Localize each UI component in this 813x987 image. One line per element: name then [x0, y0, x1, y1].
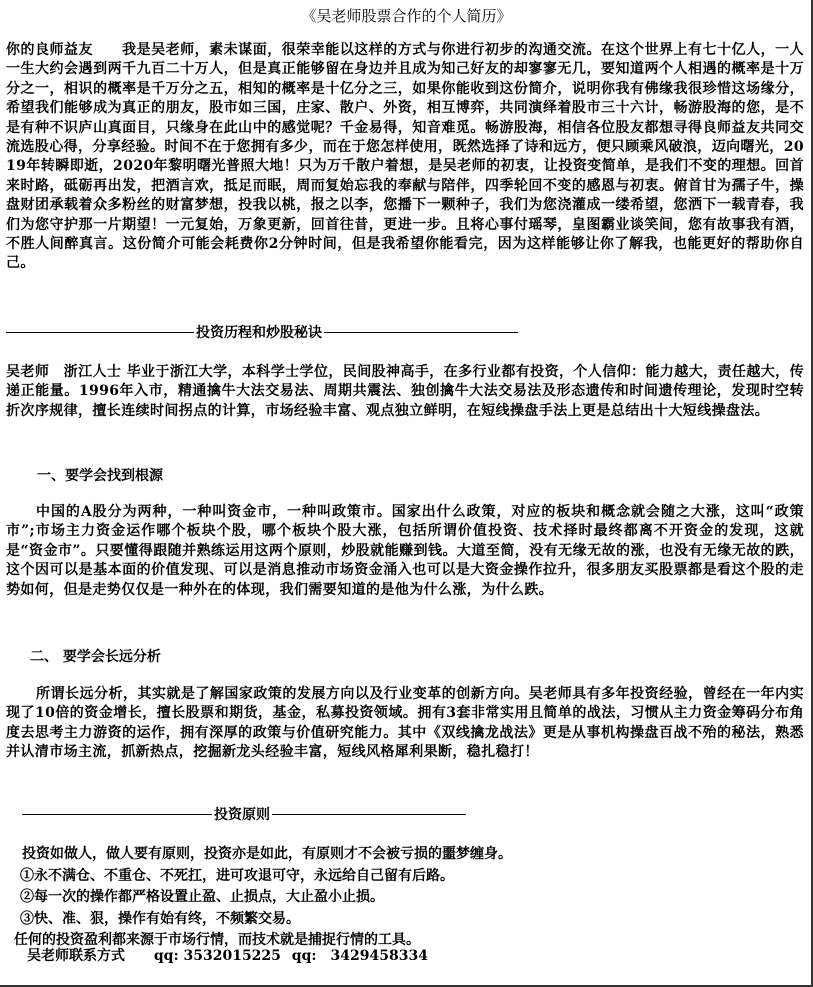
contact-qq-2: qq: 3429458334: [291, 948, 428, 964]
contact-line: [27, 945, 428, 965]
principle-intro: 投资如做人，做人要有原则，投资亦是如此，有原则才不会被亏损的噩梦缠身。: [22, 846, 512, 862]
principles-list: [14, 844, 512, 952]
section1-body: 中国的A股分为两种，一种叫资金市，一种叫政策市。国家出什么政策，对应的板块和概念就会随之大涨，这叫“政策市”;市场主力资金运作哪个板块个股，哪个板块个股大涨，包括所谓价值投资、技术择时最终都离不开资金的发现，这就是“资金市”。只要懂得跟随并熟练运用这两个原则，炒股就能赚到钱。大道至简，没有无缘无故的涨，也没有无缘无故的跌，这个因可以是基本面的价值发现、可以是消息推动市场资金涌入也可以是大资金操作拉升，很多朋友买股票都是看这个股的走势如何，但是走势仅仅是一种外在的体现，我们需要知道的是他为什么涨，为什么跌。: [6, 504, 804, 598]
principle-item: ①永不满仓、不重仓、不死扛，进可攻退可守，永远给自己留有后路。: [20, 867, 454, 884]
profile-paragraph: 吴老师 浙江人士 毕业于浙江大学，本科学士学位，民间股神高手，在多行业都有投资，个人信仰：能力越大，责任越大，传递正能量。1996年入市，精通擒牛大法交易法、周期共震法、独创擒牛大法交易法及形态遗传和时间遗传理论，发现时空转折次序规律，擅长连续时间拐点的计算，市场经验丰富、观点独立鲜明，在短线操盘手法上更是总结出十大短线操盘法。: [6, 364, 804, 419]
principle-summary: 任何的投资盈利都来源于市场行情，而技术就是捕捉行情的工具。: [14, 932, 420, 948]
divider-line-right: [324, 332, 518, 333]
contact-qq-1: qq: 3532015225: [153, 948, 281, 964]
section2-body: 所谓长远分析，其实就是了解国家政策的发展方向以及行业变革的创新方向。吴老师具有多年投资经验，曾经在一年内实现了10倍的资金增长，擅长股票和期货，基金，私募投资领域。拥有3套非常实用且简单的战法，习惯从主力资金筹码分布角度去思考主力游资的运作，拥有深厚的政策与价值研究能力。其中《双线擒龙战法》更是从事机构操盘百战不殆的秘法，熟悉并认清市场主流，抓新热点，挖掘新龙头经验丰富，短线风格犀利果断，稳扎稳打！: [6, 686, 804, 761]
principles-heading: 投资原则: [214, 807, 270, 823]
contact-label: 吴老师联系方式: [27, 948, 125, 964]
divider-line-left: [6, 332, 194, 333]
document-title: 《吴老师股票合作的个人简历》: [301, 7, 512, 25]
section2-heading: 二、 要学会长远分析: [30, 649, 161, 665]
principle-item: ③快、准、狠，操作有始有终，不频繁交易。: [20, 910, 300, 927]
principle-item: ②每一次的操作都严格设置止盈、止损点，大止盈小止损。: [20, 889, 384, 905]
divider-line-left: [22, 814, 212, 815]
principles-divider: [22, 804, 466, 824]
history-heading: 投资历程和炒股秘诀: [196, 325, 322, 341]
history-divider: [6, 322, 518, 342]
divider-line-right: [272, 814, 466, 815]
intro-paragraph: 你的良师益友 我是吴老师，素未谋面，很荣幸能以这样的方式与你进行初步的沟通交流。在这个世界上有七十亿人，一人一生大约会遇到两千九百二十万人，但是真正能够留在身边并且成为知己好友的却寥寥无几，要知道两个人相遇的概率是十万分之一，相识的概率是千万分之五，相知的概率是十亿分之三，如果你能收到这份简介，说明你我有佛缘我很珍惜这场缘分，希望我们能够成为真正的朋友，股市如三国，庄家、散户、外资，相互博弈，共同演绎着股市三十六计，畅游股海的您，是不是有种不识庐山真面目，只缘身在此山中的感觉呢？千金易得，知音难觅。畅游股海，相信各位股友都想寻得良师益友共同交流选股心得，分享经验。时间不在于您拥有多少，而在于您怎样使用，既然选择了诗和远方，便只顾乘风破浪，迈向曙光，2019年转瞬即逝，2020年黎明曙光普照大地！只为万千散户着想，是吴老师的初衷，让投资变简单，是我们不变的理想。回首来时路，砥砺再出发，把酒言欢，抵足而眠，周而复始忘我的奉献与陪伴，四季轮回不变的感恩与初衷。俯首甘为孺子牛，操盘财团承载着众多粉丝的财富梦想，投我以桃，报之以李，您播下一颗种子，我们为您浇灌成一缕希望，您洒下一载青春，我们为您守护那一片期望！一元复始，万象更新，回首往昔，更进一步。且将心事付瑶琴，皇图霸业谈笑间，您有故事我有酒，不胜人间醉真言。这份简介可能会耗费你2分钟时间，但是我希望你能看完，因为这样能够让你了解我，也能更好的帮助你自己。: [6, 42, 804, 272]
section1-heading: 一、要学会找到根源: [37, 468, 163, 484]
